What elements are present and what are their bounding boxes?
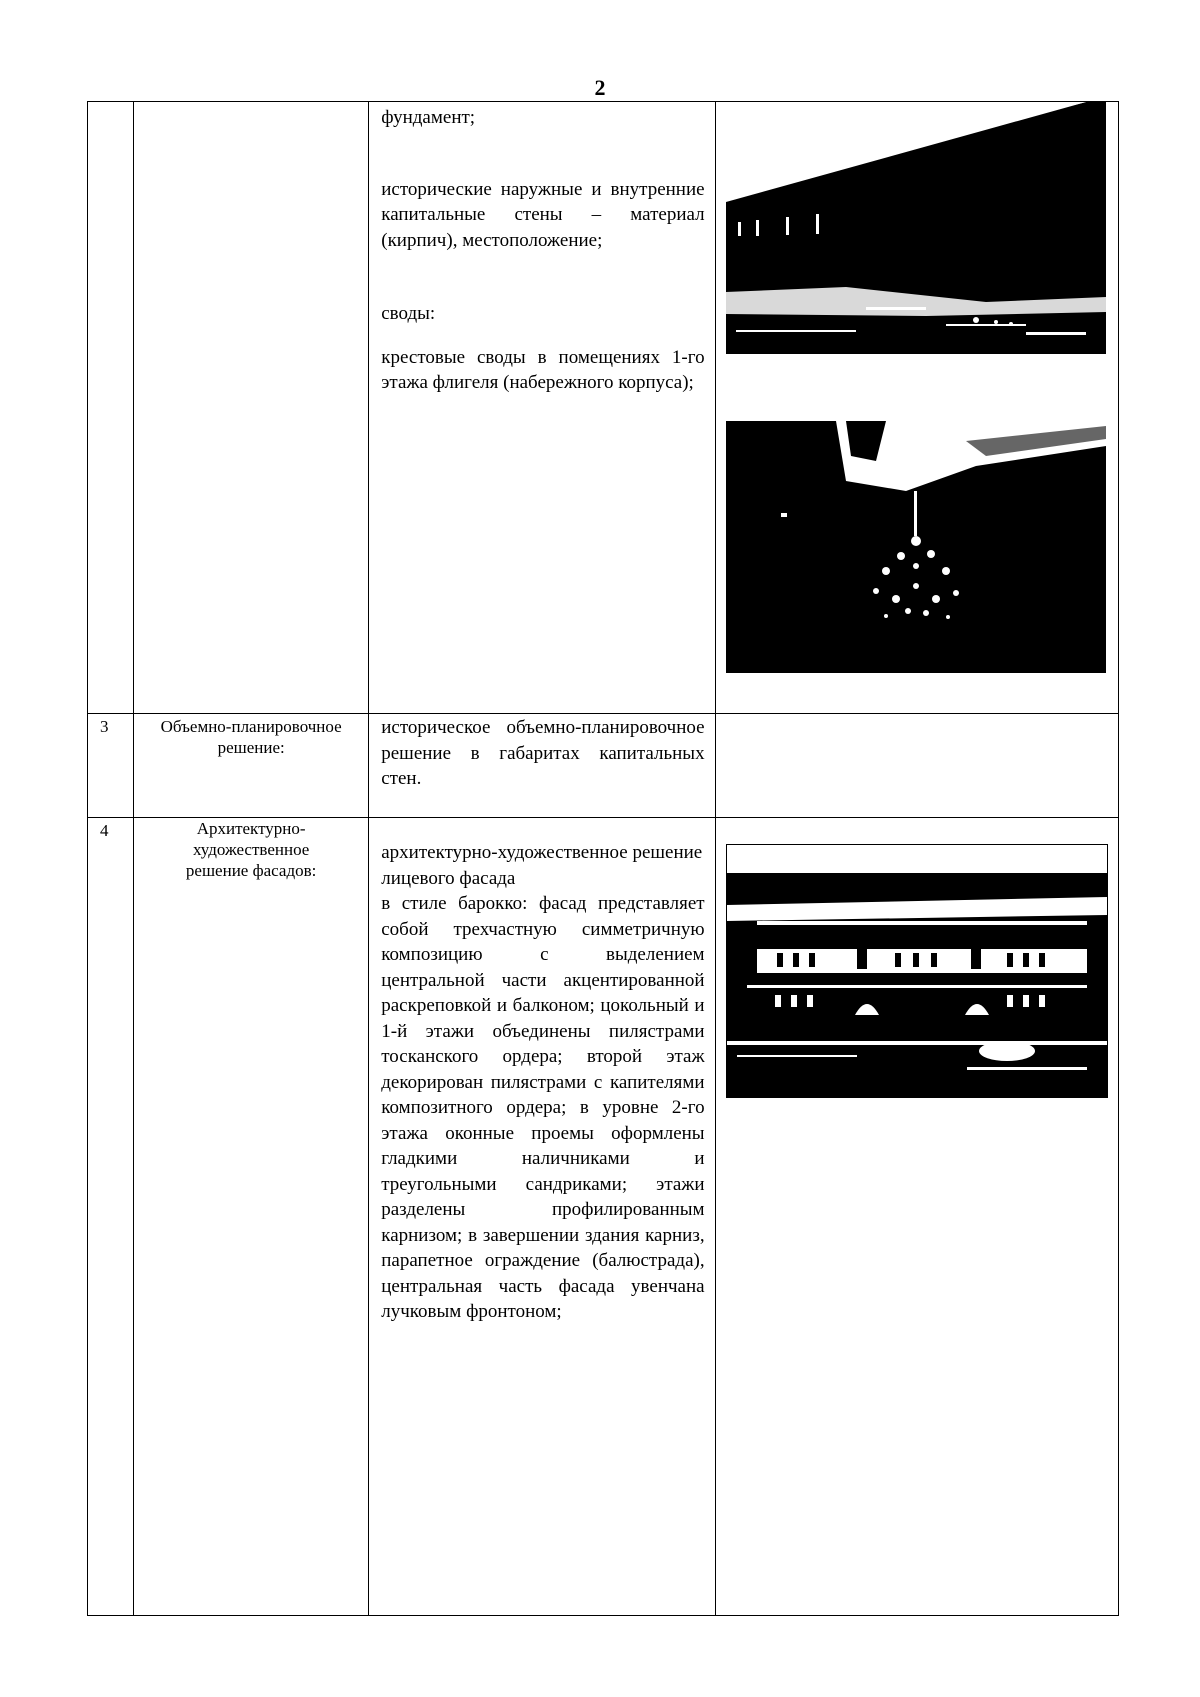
row-description-cell bbox=[369, 714, 715, 818]
table-row bbox=[88, 818, 1119, 1616]
photo-main-facade bbox=[726, 844, 1108, 1098]
row-photo-cell bbox=[715, 714, 1118, 818]
row-name-cell bbox=[134, 102, 369, 714]
desc-item-vaults-heading: своды: bbox=[381, 303, 436, 324]
row-number-cell: 4 bbox=[88, 818, 134, 1616]
row-name-cell: Объемно-планировочное решение: bbox=[134, 714, 369, 818]
row-number-cell bbox=[88, 102, 134, 714]
row-photo-cell bbox=[715, 102, 1118, 714]
row-photo-cell bbox=[715, 818, 1118, 1616]
photo-facade-perspective bbox=[726, 102, 1106, 354]
heritage-elements-table bbox=[87, 101, 1119, 1616]
desc-item-facade-details: в стиле барокко: фасад представляет собой трехчастную симметричную композицию с выделением центральной части акцентированной раскреповкой и балконом; цокольный и 1-й этажи объединены пилястрами тосканского ордера; второй этаж декорирован пилястрами с капителями композитного ордера; в уровне 2-го этажа оконные проемы оформлены гладкими наличниками и треугольными сандриками; этажи разделены профилированным карнизом; в завершении здания карниз, парапетное ограждение (балюстрада), центральная часть фасада увенчана лучковым фронтоном; bbox=[381, 893, 705, 1322]
desc-item-foundation: фундамент; bbox=[381, 107, 476, 128]
row-description-cell bbox=[369, 102, 715, 714]
table-row bbox=[88, 714, 1119, 818]
page-number: 2 bbox=[594, 75, 606, 100]
desc-item-walls: исторические наружные и внутренние капитальные стены – материал (кирпич), местоположение; bbox=[381, 178, 705, 251]
table-row bbox=[88, 102, 1119, 714]
photo-vaulted-interior bbox=[726, 421, 1106, 673]
row-description-cell bbox=[369, 818, 715, 1616]
desc-item-layout: историческое объемно-планировочное решение в габаритах капитальных стен. bbox=[381, 717, 705, 789]
row-number-cell: 3 bbox=[88, 714, 134, 818]
desc-item-vaults: крестовые своды в помещениях 1-го этажа флигеля (набережного корпуса); bbox=[381, 346, 705, 393]
desc-item-facade-heading: архитектурно-художественное решение лицевого фасада bbox=[381, 842, 703, 889]
row-name-cell: Архитектурно-художественное решение фасадов: bbox=[134, 818, 369, 1616]
